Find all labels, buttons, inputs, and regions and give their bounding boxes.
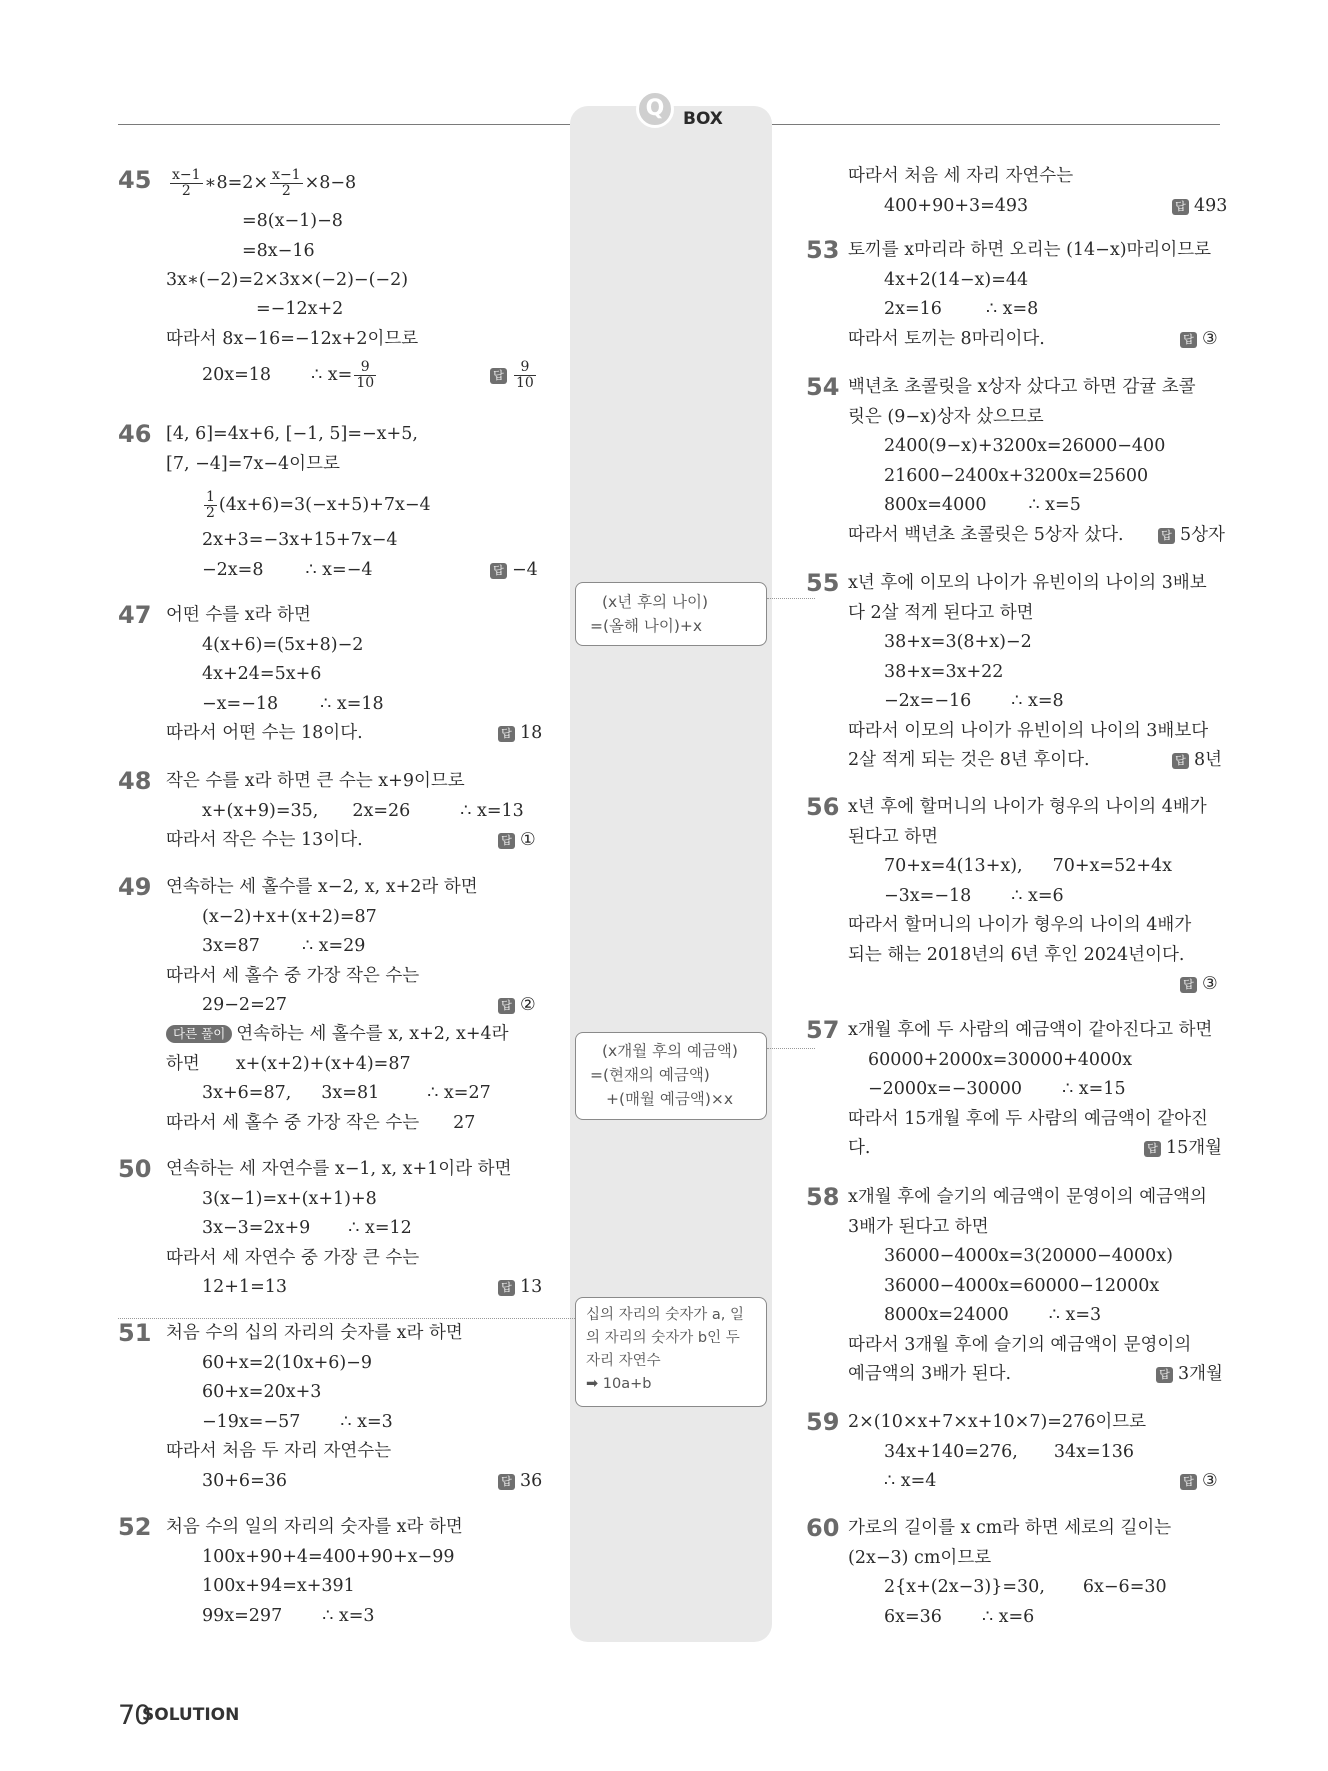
solution-line: $\frac{1}{2}$ (4x+6)=3(−x+5)+7x−4 xyxy=(206,489,431,521)
solution-line: 처음 수의 십의 자리의 숫자를 x라 하면 xyxy=(166,1323,463,1343)
answer-mark-icon: 답 xyxy=(490,563,507,579)
answer: 답 13 xyxy=(498,1275,542,1299)
solution-line: 100x+90+4=400+90+x−99 xyxy=(202,1547,455,1567)
answer-mark-icon: 답 xyxy=(498,1474,515,1490)
answer: 답 ③ xyxy=(1180,1469,1218,1493)
solution-line: 3x=87 ∴ x=29 xyxy=(202,936,366,956)
answer: 답 ① xyxy=(498,828,536,852)
solution-line: 70+x=4(13+x), 70+x=52+4x xyxy=(884,856,1173,876)
solution-line: 4x+24=5x+6 xyxy=(202,664,322,684)
solution-line: 3x+6=87, 3x=81 ∴ x=27 xyxy=(202,1083,491,1103)
answer-mark-icon: 답 xyxy=(1158,528,1175,544)
solution-line: 8000x=24000 ∴ x=3 xyxy=(884,1305,1102,1325)
answer: 답 18 xyxy=(498,721,542,745)
tip-line: =(올해 나이)+x xyxy=(590,617,703,635)
problem-number: 45 xyxy=(118,166,152,194)
solution-line: 4(x+6)=(5x+8)−2 xyxy=(202,635,364,655)
leader-line xyxy=(767,598,815,599)
solution-line: 따라서 3개월 후에 슬기의 예금액이 문영이의 xyxy=(848,1335,1192,1355)
solution-line: 800x=4000 ∴ x=5 xyxy=(884,495,1081,515)
problem-number: 59 xyxy=(806,1408,840,1436)
solution-line: 60000+2000x=30000+4000x xyxy=(868,1050,1133,1070)
solution-line: 하면 x+(x+2)+(x+4)=87 xyxy=(166,1054,411,1074)
problem-number: 54 xyxy=(806,373,840,401)
answer-mark-icon: 답 xyxy=(1144,1141,1161,1157)
answer-mark-icon: 답 xyxy=(498,1280,515,1296)
answer: 답 ③ xyxy=(1180,327,1218,351)
solution-line: $\frac{x-1}{2}$ ∗8=2× $\frac{x-1}{2}$ ×8−8 xyxy=(172,167,357,199)
solution-line: 되는 해는 2018년의 6년 후인 2024년이다. xyxy=(848,945,1185,965)
solution-line: 100x+94=x+391 xyxy=(202,1576,355,1596)
header-rule-right xyxy=(770,124,1220,125)
answer-mark-icon: 답 xyxy=(1172,199,1189,215)
solution-line: 릿은 (9−x)상자 샀으므로 xyxy=(848,407,1044,427)
solution-line: x+(x+9)=35, 2x=26 ∴ x=13 xyxy=(202,801,524,821)
solution-line: 3(x−1)=x+(x+1)+8 xyxy=(202,1189,377,1209)
solution-line: [4, 6]=4x+6, [−1, 5]=−x+5, xyxy=(166,424,418,444)
solution-line: 12+1=13 xyxy=(202,1277,287,1297)
solution-line: 30+6=36 xyxy=(202,1471,287,1491)
tip-line: +(매월 예금액)×x xyxy=(606,1090,734,1108)
answer: 답 3개월 xyxy=(1156,1362,1223,1386)
solution-line: 2×(10×x+7×x+10×7)=276이므로 xyxy=(848,1412,1147,1432)
solution-line: 99x=297 ∴ x=3 xyxy=(202,1606,375,1626)
answer xyxy=(490,360,538,391)
solution-line: (x−2)+x+(x+2)=87 xyxy=(202,907,377,927)
solution-line: ∴ x=4 xyxy=(884,1471,937,1491)
qbox-label: BOX xyxy=(683,109,723,129)
problem-number: 56 xyxy=(806,793,840,821)
problem-number: 48 xyxy=(118,767,152,795)
solution-line: 백년초 초콜릿을 x상자 샀다고 하면 감귤 초콜 xyxy=(848,377,1196,397)
solution-line: 따라서 세 홀수 중 가장 작은 수는 27 xyxy=(166,1113,476,1133)
fraction: $\frac{x-1}{2}$ xyxy=(272,167,301,199)
solution-line: x년 후에 할머니의 나이가 형우의 나이의 4배가 xyxy=(848,797,1207,817)
problem-number: 53 xyxy=(806,236,840,264)
qbox-sidebar xyxy=(570,106,772,1642)
solution-line: 따라서 세 자연수 중 가장 큰 수는 xyxy=(166,1248,420,1268)
solution-line: =8x−16 xyxy=(242,241,315,261)
answer-mark-icon: 답 xyxy=(1172,753,1189,769)
solution-line: 예금액의 3배가 된다. xyxy=(848,1364,1012,1384)
tip-two-digit xyxy=(575,1297,767,1407)
problem-number: 60 xyxy=(806,1514,840,1542)
fraction: $\frac{9}{10}$ xyxy=(356,359,375,391)
tip-age xyxy=(575,582,767,646)
answer: 답 ③ xyxy=(1180,972,1218,996)
solution-line: 연속하는 세 자연수를 x−1, x, x+1이라 하면 xyxy=(166,1159,512,1179)
solution-line: 60+x=2(10x+6)−9 xyxy=(202,1353,372,1373)
solution-line: 3배가 된다고 하면 xyxy=(848,1217,989,1237)
fraction: $\frac{x-1}{2}$ xyxy=(172,167,201,199)
answer-mark-icon: 답 xyxy=(1180,1474,1197,1490)
solution-line: 60+x=20x+3 xyxy=(202,1382,322,1402)
problem-number: 49 xyxy=(118,873,152,901)
solution-line: −x=−18 ∴ x=18 xyxy=(202,694,384,714)
tip-line: 의 자리의 숫자가 b인 두 xyxy=(586,1330,740,1346)
answer-mark-icon: 답 xyxy=(1180,332,1197,348)
solution-line: 따라서 백년초 초콜릿은 5상자 샀다. xyxy=(848,525,1124,545)
tip-line: 자리 자연수 xyxy=(586,1353,661,1369)
answer-mark-icon: 답 xyxy=(498,833,515,849)
solution-line: 따라서 처음 세 자리 자연수는 xyxy=(848,166,1074,186)
solution-line: =8(x−1)−8 xyxy=(242,211,343,231)
solution-line: 다 2살 적게 된다고 하면 xyxy=(848,603,1034,623)
solution-line: −2x=8 ∴ x=−4 xyxy=(202,560,373,580)
solution-line: (2x−3) cm이므로 xyxy=(848,1548,992,1568)
solution-line: 400+90+3=493 xyxy=(884,196,1029,216)
fraction: $\frac{9}{10}$ xyxy=(516,359,534,391)
solution-line: 따라서 세 홀수 중 가장 작은 수는 xyxy=(166,966,420,986)
solution-line: 따라서 토끼는 8마리이다. xyxy=(848,329,1045,349)
answer: 답 5상자 xyxy=(1158,523,1225,547)
problem-number: 58 xyxy=(806,1183,840,1211)
fraction: $\frac{1}{2}$ xyxy=(206,489,215,521)
problem-number: 52 xyxy=(118,1513,152,1541)
solution-line: 21600−2400x+3200x=25600 xyxy=(884,466,1149,486)
solution-line: 다. xyxy=(848,1138,871,1158)
solution-line: 따라서 작은 수는 13이다. xyxy=(166,830,363,850)
solution-line: 2{x+(2x−3)}=30, 6x−6=30 xyxy=(884,1577,1167,1597)
solution-line: −3x=−18 ∴ x=6 xyxy=(884,886,1064,906)
answer-mark-icon: 답 xyxy=(1180,977,1197,993)
solution-line: 따라서 처음 두 자리 자연수는 xyxy=(166,1441,392,1461)
solution-line: x년 후에 이모의 나이가 유빈이의 나이의 3배보 xyxy=(848,573,1207,593)
solution-line: 가로의 길이를 x cm라 하면 세로의 길이는 xyxy=(848,1518,1172,1538)
alt-solution-tag: 다른 풀이 xyxy=(166,1025,232,1043)
problem-number: 55 xyxy=(806,569,840,597)
tip-line: 십의 자리의 숫자가 a, 일 xyxy=(586,1307,744,1323)
problem-number: 50 xyxy=(118,1155,152,1183)
solution-line: −2000x=−30000 ∴ x=15 xyxy=(868,1079,1126,1099)
solution-line: 따라서 어떤 수는 18이다. xyxy=(166,723,363,743)
answer-mark-icon: 답 xyxy=(498,726,515,742)
solution-line: 2x+3=−3x+15+7x−4 xyxy=(202,530,398,550)
footer-label: SOLUTION xyxy=(142,1705,240,1725)
answer-mark-icon: 답 xyxy=(498,998,515,1014)
tip-line: (x년 후의 나이) xyxy=(602,593,708,611)
answer: 답 36 xyxy=(498,1469,542,1493)
answer: 답 493 xyxy=(1172,194,1227,218)
solution-line: 다른 풀이 연속하는 세 홀수를 x, x+2, x+4라 xyxy=(166,1022,509,1046)
answer-mark-icon: 답 xyxy=(1156,1367,1173,1383)
tip-line: =(현재의 예금액) xyxy=(590,1066,710,1084)
solution-line: 작은 수를 x라 하면 큰 수는 x+9이므로 xyxy=(166,771,465,791)
solution-line: 처음 수의 일의 자리의 숫자를 x라 하면 xyxy=(166,1517,463,1537)
answer: 답 ② xyxy=(498,993,536,1017)
solution-line: 36000−4000x=60000−12000x xyxy=(884,1276,1160,1296)
leader-line xyxy=(767,1048,815,1049)
answer: 답 15개월 xyxy=(1144,1136,1222,1160)
solution-line: 토끼를 x마리라 하면 오리는 (14−x)마리이므로 xyxy=(848,240,1212,260)
solution-line: −2x=−16 ∴ x=8 xyxy=(884,691,1064,711)
problem-number: 51 xyxy=(118,1319,152,1347)
q-badge-icon: Q xyxy=(636,90,674,128)
solution-line: 29−2=27 xyxy=(202,995,287,1015)
solution-line: 6x=36 ∴ x=6 xyxy=(884,1607,1035,1627)
solution-line: 어떤 수를 x라 하면 xyxy=(166,605,311,625)
problem-number: 47 xyxy=(118,601,152,629)
answer: 답 −4 xyxy=(490,558,538,582)
solution-line: 따라서 할머니의 나이가 형우의 나이의 4배가 xyxy=(848,915,1192,935)
solution-line: =−12x+2 xyxy=(256,299,344,319)
solution-line: 2x=16 ∴ x=8 xyxy=(884,299,1039,319)
solution-line: 36000−4000x=3(20000−4000x) xyxy=(884,1246,1173,1266)
solution-line: 따라서 8x−16=−12x+2이므로 xyxy=(166,329,419,349)
leader-line xyxy=(118,1318,575,1319)
solution-line: 2400(9−x)+3200x=26000−400 xyxy=(884,436,1166,456)
solution-line: 38+x=3x+22 xyxy=(884,662,1004,682)
problem-number: 46 xyxy=(118,420,152,448)
page-number: 70 xyxy=(118,1700,151,1731)
answer: 답 8년 xyxy=(1172,748,1222,772)
tip-line: ➡ 10a+b xyxy=(586,1376,652,1392)
solution-line: −19x=−57 ∴ x=3 xyxy=(202,1412,393,1432)
header-rule-left xyxy=(118,124,573,125)
solution-line: 따라서 이모의 나이가 유빈이의 나이의 3배보다 xyxy=(848,721,1209,741)
problem-number: 57 xyxy=(806,1016,840,1044)
solution-line: 20x=18 ∴ x= $\frac{9}{10}$ xyxy=(202,359,375,391)
solution-line: 된다고 하면 xyxy=(848,827,939,847)
solution-line: 3x−3=2x+9 ∴ x=12 xyxy=(202,1218,412,1238)
solution-line: 3x∗(−2)=2×3x×(−2)−(−2) xyxy=(166,270,409,290)
solution-line: 따라서 15개월 후에 두 사람의 예금액이 같아진 xyxy=(848,1109,1208,1129)
solution-line: x개월 후에 두 사람의 예금액이 같아진다고 하면 xyxy=(848,1020,1213,1040)
tip-deposit xyxy=(575,1032,767,1120)
solution-line: 4x+2(14−x)=44 xyxy=(884,270,1029,290)
solution-line: 34x+140=276, 34x=136 xyxy=(884,1442,1135,1462)
solution-line: 38+x=3(8+x)−2 xyxy=(884,632,1032,652)
answer-mark-icon: 답 xyxy=(490,368,507,384)
solution-line: 2살 적게 되는 것은 8년 후이다. xyxy=(848,750,1090,770)
solution-line: 연속하는 세 홀수를 x−2, x, x+2라 하면 xyxy=(166,877,478,897)
solution-line: [7, −4]=7x−4이므로 xyxy=(166,454,340,474)
solution-line: x개월 후에 슬기의 예금액이 문영이의 예금액의 xyxy=(848,1187,1207,1207)
tip-line: (x개월 후의 예금액) xyxy=(602,1042,738,1060)
